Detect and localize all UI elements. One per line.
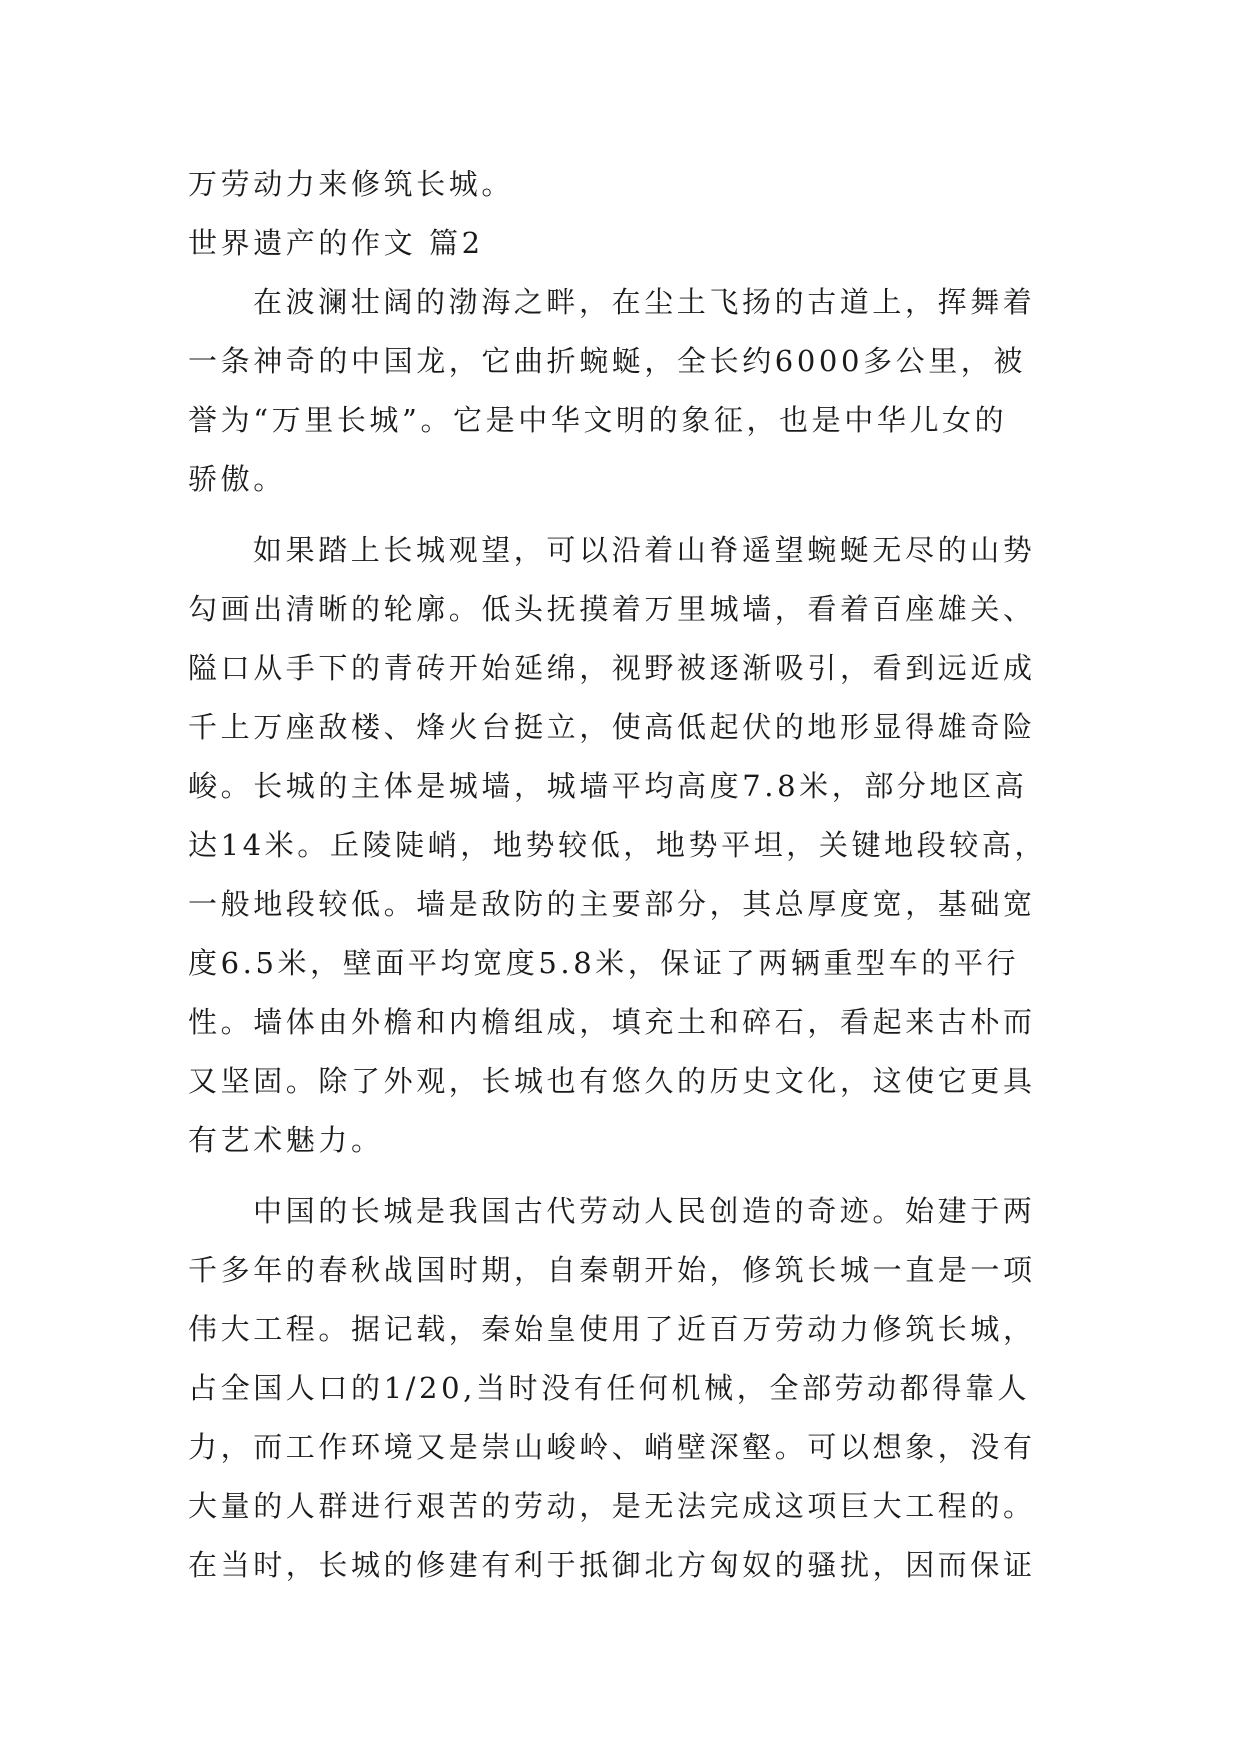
paragraph-line: 力，而工作环境又是崇山峻岭、峭壁深壑。可以想象，没有 xyxy=(188,1430,1036,1464)
paragraph-line: 又坚固。除了外观，长城也有悠久的历史文化，这使它更具 xyxy=(188,1064,1036,1098)
essay-heading: 世界遗产的作文 篇2 xyxy=(188,226,484,260)
paragraph-line: 誉为“万里长城”。它是中华文明的象征，也是中华儿女的 xyxy=(188,403,1008,437)
paragraph-line: 一般地段较低。墙是敌防的主要部分，其总厚度宽，基础宽 xyxy=(188,887,1036,921)
paragraph-line: 有艺术魅力。 xyxy=(188,1123,384,1157)
paragraph-spacer xyxy=(188,509,1054,521)
paragraph-line: 中国的长城是我国古代劳动人民创造的奇迹。始建于两 xyxy=(253,1194,1036,1228)
paragraph-line: 千多年的春秋战国时期，自秦朝开始，修筑长城一直是一项 xyxy=(188,1253,1036,1287)
paragraph-line: 在波澜壮阔的渤海之畔，在尘土飞扬的古道上，挥舞着 xyxy=(253,285,1036,319)
paragraph-line: 度6.5米，壁面平均宽度5.8米，保证了两辆重型车的平行 xyxy=(188,946,1020,980)
paragraph-line: 骄傲。 xyxy=(188,462,286,496)
paragraph-spacer xyxy=(188,1170,1054,1182)
carryover-line: 万劳动力来修筑长城。 xyxy=(188,167,515,201)
paragraph-line: 千上万座敌楼、烽火台挺立，使高低起伏的地形显得雄奇险 xyxy=(188,710,1036,744)
document-body xyxy=(188,155,1054,1595)
paragraph-2 xyxy=(188,521,1054,1170)
paragraph-3 xyxy=(188,1182,1054,1595)
paragraph-line: 达14米。丘陵陡峭，地势较低，地势平坦，关键地段较高， xyxy=(188,828,1048,862)
paragraph-line: 伟大工程。据记载，秦始皇使用了近百万劳动力修筑长城， xyxy=(188,1312,1036,1346)
paragraph-line: 隘口从手下的青砖开始延绵，视野被逐渐吸引，看到远近成 xyxy=(188,651,1036,685)
paragraph-line: 在当时，长城的修建有利于抵御北方匈奴的骚扰，因而保证 xyxy=(188,1548,1036,1582)
paragraph-1 xyxy=(188,273,1054,509)
paragraph-line: 大量的人群进行艰苦的劳动，是无法完成这项巨大工程的。 xyxy=(188,1489,1036,1523)
paragraph-line: 一条神奇的中国龙，它曲折蜿蜒，全长约6000多公里，被 xyxy=(188,344,1027,378)
paragraph-line: 占全国人口的1/20,当时没有任何机械，全部劳动都得靠人 xyxy=(188,1371,1031,1405)
paragraph-line: 峻。长城的主体是城墙，城墙平均高度7.8米，部分地区高 xyxy=(188,769,1028,803)
paragraph-line: 性。墙体由外檐和内檐组成，填充土和碎石，看起来古朴而 xyxy=(188,1005,1036,1039)
paragraph-line: 如果踏上长城观望，可以沿着山脊遥望蜿蜒无尽的山势 xyxy=(253,533,1036,567)
paragraph-line: 勾画出清晰的轮廓。低头抚摸着万里城墙，看着百座雄关、 xyxy=(188,592,1036,626)
